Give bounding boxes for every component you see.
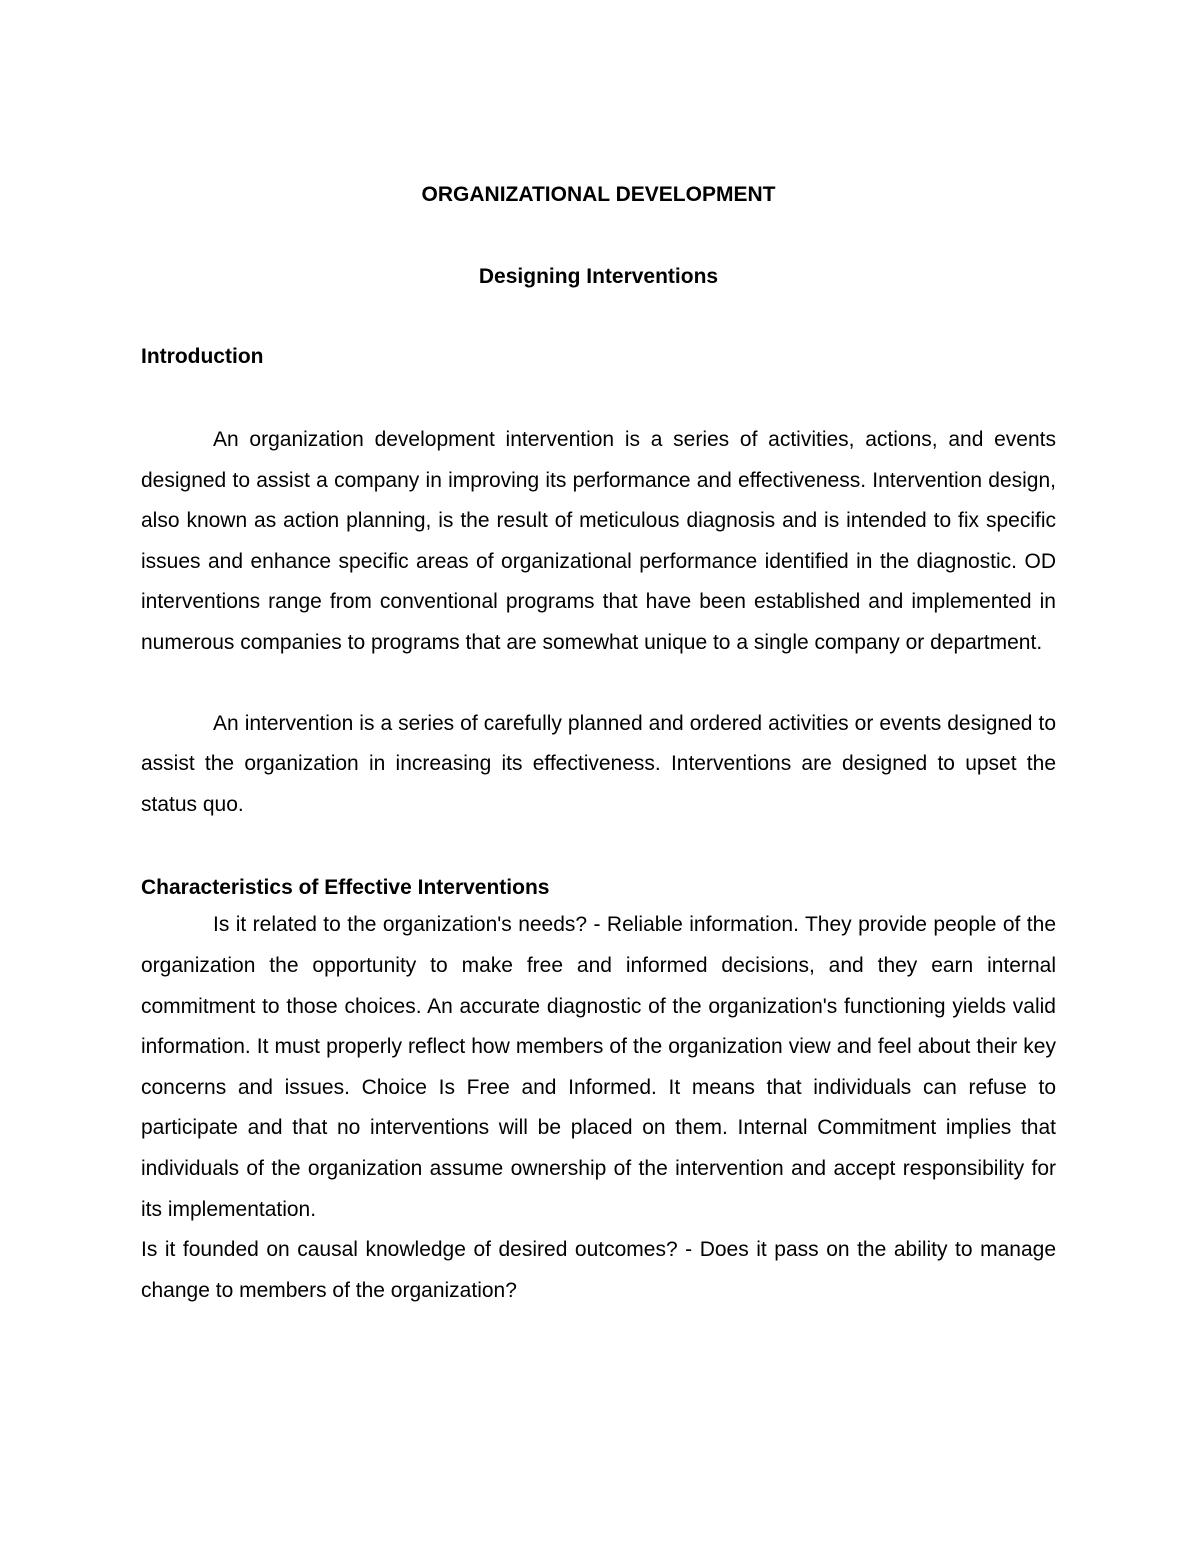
document-subtitle: Designing Interventions bbox=[478, 265, 719, 288]
document-title: ORGANIZATIONAL DEVELOPMENT bbox=[421, 183, 776, 206]
section-heading-characteristics: Characteristics of Effective Interventions bbox=[141, 876, 550, 900]
document-body bbox=[141, 178, 1056, 1311]
introduction-paragraph-1: An organization development intervention is a series of activities, actions, and events designed to assist a company in improving its performance and effectiveness. Intervention design, also known as action planning, is the result of meticulous diagnosis and is intended to fix specific issues and enhance specific areas of organizational performance identified in the diagnostic. OD interventions range from conventional programs that have been established and implemented in numerous companies to programs that are somewhat unique to a single company or department. bbox=[141, 428, 1056, 654]
characteristics-paragraph-1: Is it related to the organization's needs? - Reliable information. They provide people of the organization the opportunity to make free and informed decisions, and they earn internal commitment to those choices. An accurate diagnostic of the organization's functioning yields valid information. It must properly reflect how members of the organization view and feel about their key concerns and issues. Choice Is Free and Informed. It means that individuals can refuse to participate and that no interventions will be placed on them. Internal Commitment implies that individuals of the organization assume ownership of the intervention and accept responsibility for its implementation. bbox=[141, 913, 1056, 1221]
characteristics-paragraph-2: Is it founded on causal knowledge of desired outcomes? - Does it pass on the ability to manage change to members of the organization? bbox=[141, 1238, 1056, 1302]
introduction-paragraph-2: An intervention is a series of carefully planned and ordered activities or events designed to assist the organization in increasing its effectiveness. Interventions are designed to upset the status quo. bbox=[141, 711, 1056, 816]
section-heading-introduction: Introduction bbox=[141, 345, 264, 368]
